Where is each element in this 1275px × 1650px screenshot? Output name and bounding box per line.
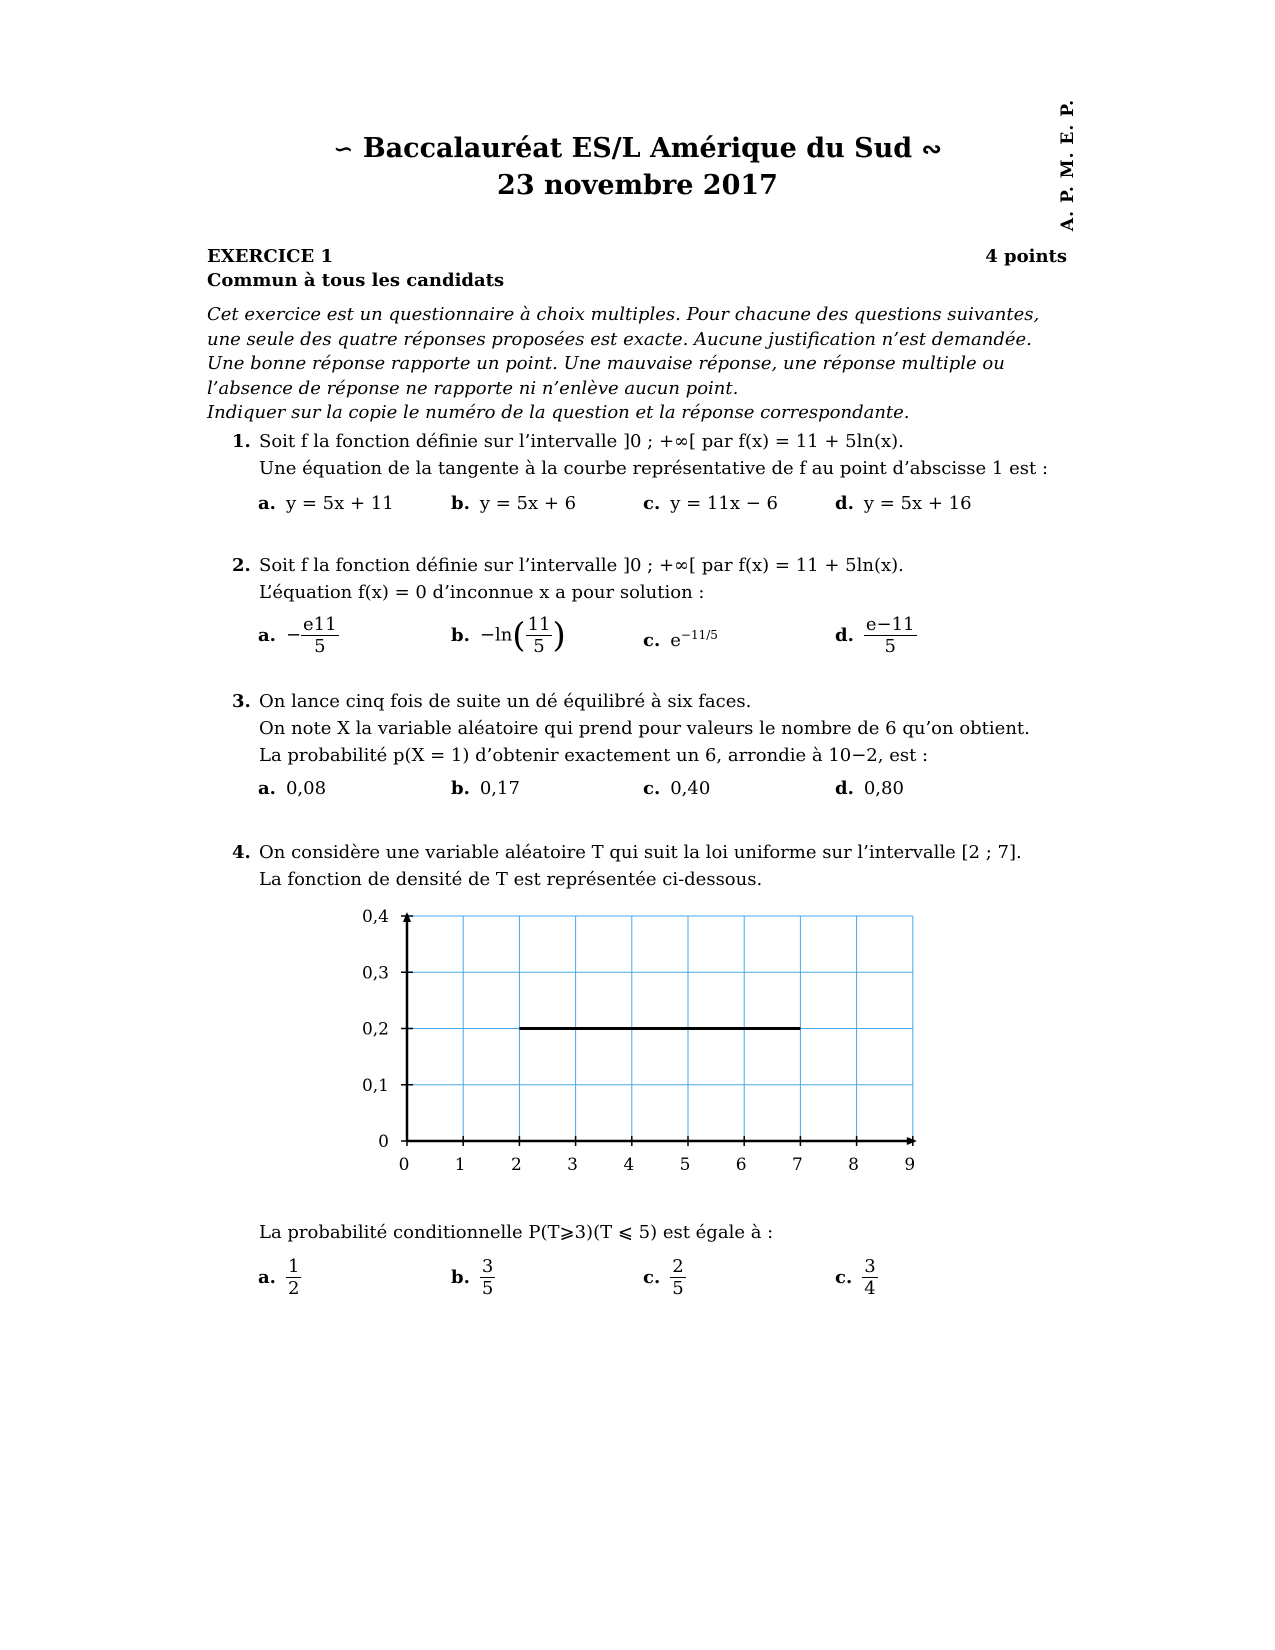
x-tick-label: 3 xyxy=(567,1155,579,1175)
x-axis-arrow-icon xyxy=(907,1137,917,1145)
intro-paragraph: Indiquer sur la copie le numéro de la question et la réponse correspondante. xyxy=(207,402,910,423)
answer-option: d. y = 5x + 16 xyxy=(835,493,972,514)
answer-option: c. $\frac{3}{4}$ xyxy=(835,1256,876,1299)
question-text: L’équation f(x) = 0 d’inconnue x a pour solution : xyxy=(259,582,705,603)
x-tick-label: 9 xyxy=(904,1155,916,1175)
answer-option: c. 0,40 xyxy=(643,778,711,799)
answer-option: c. $e^{-11/5}$ xyxy=(643,628,718,651)
x-tick-label: 8 xyxy=(848,1155,860,1175)
intro-paragraph: Cet exercice est un questionnaire à choix multiples. Pour chacune des questions suivantes, une seule des quatre réponses proposées est exacte. Aucune justification n’est demandée. xyxy=(207,304,1040,350)
y-tick-label: 0,3 xyxy=(361,963,389,984)
answer-option: a. y = 5x + 11 xyxy=(258,493,394,514)
question-text: Une équation de la tangente à la courbe représentative de f au point d’abscisse 1 est : xyxy=(259,458,1049,479)
y-axis-arrow-icon xyxy=(403,912,411,922)
x-tick-label: 2 xyxy=(510,1155,522,1175)
answer-option: a. − $\frac{e11}{5}$ xyxy=(258,614,337,657)
question-text: On note X la variable aléatoire qui prend pour valeurs le nombre de 6 qu’on obtient. xyxy=(259,718,1030,739)
x-tick-label: 6 xyxy=(735,1155,747,1175)
apmep-side-label: A. P. M. E. P. xyxy=(1058,98,1078,232)
exercise-subtitle: Commun à tous les candidats xyxy=(207,270,505,291)
x-tick-label: 7 xyxy=(791,1155,803,1175)
question-text: On lance cinq fois de suite un dé équilibré à six faces. xyxy=(259,691,752,712)
question-text: Soit f la fonction définie sur l’intervalle ]0 ; +∞[ par f(x) = 11 + 5ln(x). xyxy=(259,431,904,452)
x-tick-label: 5 xyxy=(679,1155,691,1175)
document-title: ∽ Baccalauréat ES/L Amérique du Sud ∾ xyxy=(333,133,942,164)
y-tick-label: 0 xyxy=(378,1132,389,1152)
answer-option: a. $\frac{1}{2}$ xyxy=(258,1256,300,1299)
answer-option: c. y = 11x − 6 xyxy=(643,493,778,514)
exercise-points: 4 points xyxy=(985,246,1067,267)
answer-option: d. $\frac{e-11}{5}$ xyxy=(835,614,915,657)
answer-option: b. $\frac{3}{5}$ xyxy=(451,1256,494,1299)
answer-option: b. 0,17 xyxy=(451,778,520,799)
y-tick-label: 0,1 xyxy=(361,1075,389,1096)
exercise-label: EXERCICE 1 xyxy=(207,246,333,267)
question-text: La probabilité conditionnelle P(T⩾3)(T ⩽ 5) est égale à : xyxy=(259,1222,774,1243)
ornament-right-icon: ∾ xyxy=(921,134,942,163)
answer-option: b. y = 5x + 6 xyxy=(451,493,577,514)
y-tick-label: 0,2 xyxy=(361,1019,389,1040)
y-tick-label: 0,4 xyxy=(361,907,389,927)
x-tick-label: 4 xyxy=(623,1155,635,1175)
question-text: La fonction de densité de T est représentée ci-dessous. xyxy=(259,869,763,890)
intro-paragraph: Une bonne réponse rapporte un point. Une mauvaise réponse, une réponse multiple ou l’absence de réponse ne rapporte ni n’enlève aucun point. xyxy=(207,353,1005,399)
question-text: Soit f la fonction définie sur l’intervalle ]0 ; +∞[ par f(x) = 11 + 5ln(x). xyxy=(259,555,904,576)
x-tick-label: 0 xyxy=(398,1155,410,1175)
ornament-left-icon: ∽ xyxy=(333,134,354,163)
document-date: 23 novembre 2017 xyxy=(497,170,778,201)
exam-page: A. P. M. E. P. ∽ Baccalauréat ES/L Amérique du Sud ∾ 23 novembre 2017 EXERCICE 1 4 points Commun à tous les candidats Cet exercice est un questionnaire à choix multiples. Pour chacune des questions suivantes, une seule des quatre réponses proposées est exacte. Aucune justification n’est demandée. Une bonne réponse rapporte un point. Une mauvaise réponse, une réponse multiple ou l’absence de réponse ne rapporte ni n’enlève aucun point. Indiquer sur la copie le numéro de la question et la réponse correspondante. 1. Soit f la fonction définie sur l’intervalle ]0 ; +∞[ par f(x) = 11 + 5ln(x). Une équation de la tangente à la courbe représentative de f au point d’abscisse 1 est : a. y = 5x + 11 b. y = 5x + 6 c. y = 11x − 6 d. y = 5x + 16 2. Soit f la fonction définie sur l’intervalle ]0 ; +∞[ par f(x) = 11 + 5ln(x). L’équation f(x) = 0 d’inconnue x a pour solution : a. − $\frac{e11}{5}$ b. −ln( $\frac{11}{5}$ ) c. $e^{-11/5}$ d. $\frac{e-11}{5}$ 3. On lance cinq fois de suite un dé équilibré à six faces. On note X la variable aléatoire qui prend pour valeurs le nombre de 6 qu’on obtient. La probabilité p(X = 1) d’obtenir exactement un 6, arrondie à 10−2, est : a. 0,08 b. 0,17 c. 0,40 d. 0,80 4. On considère une variable aléatoire T qui suit la loi uniforme sur l’intervalle [2 ; 7]. La fonction de densité de T est représentée ci-dessous. 0 1 2 3 4 5 6 7 8 9 0 0,1 0,2 0,3 0,4 La probabilité conditionnelle P(T⩾3)(T ⩽ 5) est égale à : a. $\frac{1}{2}$ b. $\frac{3}{5}$ c. $\frac{2}{5}$ c. $\frac{3}{4}$ xyxy=(0,0,1275,1650)
answer-option: c. $\frac{2}{5}$ xyxy=(643,1256,684,1299)
question-text: On considère une variable aléatoire T qui suit la loi uniforme sur l’intervalle [2 ; 7]. xyxy=(259,842,1022,863)
answer-option: d. 0,80 xyxy=(835,778,904,799)
question-text: La probabilité p(X = 1) d’obtenir exactement un 6, arrondie à 10−2, est : xyxy=(259,745,929,766)
answer-option: b. −ln( $\frac{11}{5}$ ) xyxy=(451,614,566,657)
answer-option: a. 0,08 xyxy=(258,778,327,799)
x-tick-label: 1 xyxy=(454,1155,466,1175)
